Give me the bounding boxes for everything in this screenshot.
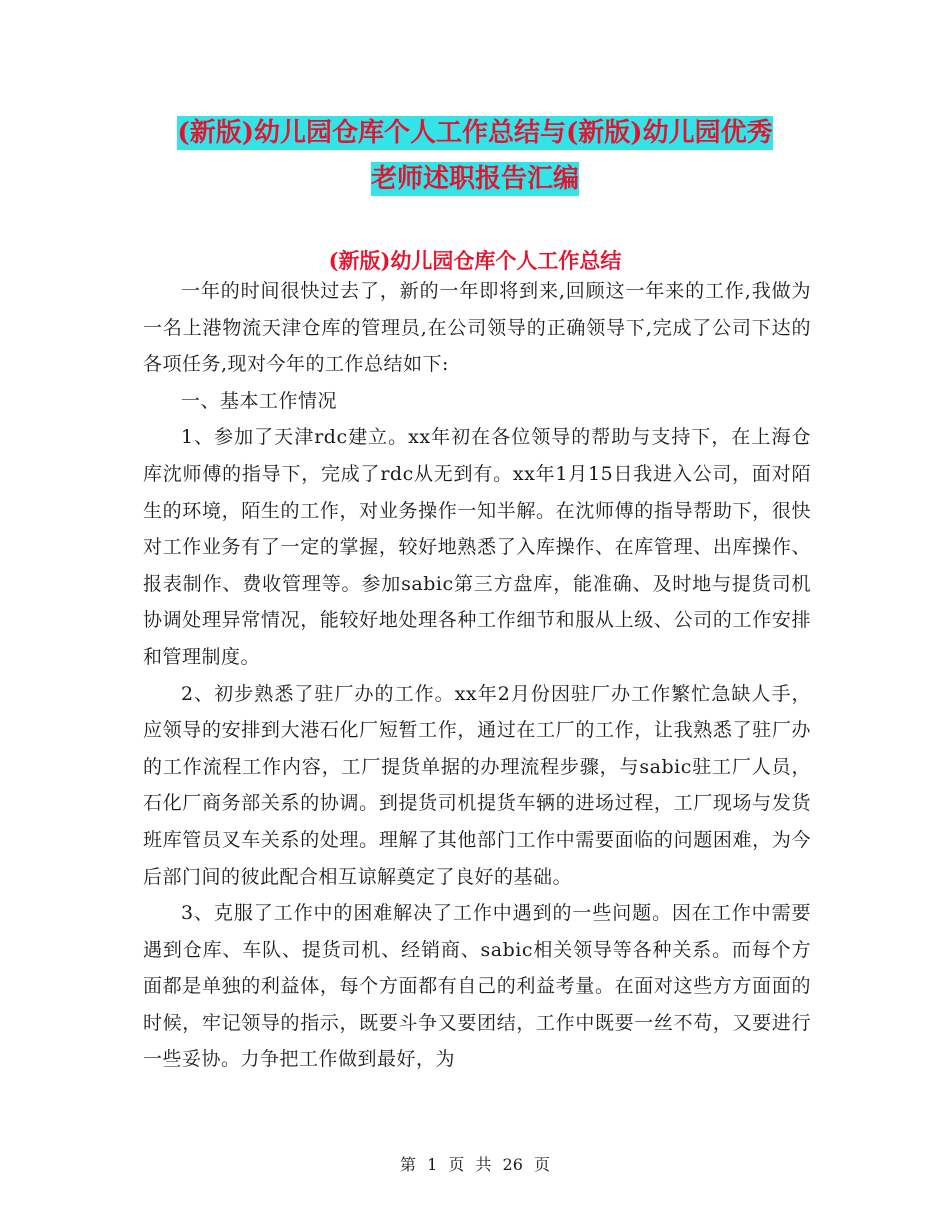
document-title-line-1: (新版)幼儿园仓库个人工作总结与(新版)幼儿园优秀 [177, 118, 773, 148]
paragraph: 2、初步熟悉了驻厂办的工作。xx年2月份因驻厂办工作繁忙急缺人手，应领导的安排到大港石化厂短暂工作，通过在工厂的工作，让我熟悉了驻厂办的工作流程工作内容，工厂提货单据的办理流程步骤，与sabic驻工厂人员，石化厂商务部关系的协调。到提货司机提货车辆的进场过程，工厂现场与发货班库管员叉车关系的处理。理解了其他部门工作中需要面临的问题困难，为今后部门间的彼此配合相互谅解奠定了良好的基础。 [143, 682, 811, 888]
document-title [140, 110, 810, 202]
page-number-footer: 第 1 页 共 26 页 [400, 1155, 550, 1174]
document-title-line-2: 老师述职报告汇编 [370, 164, 579, 194]
paragraph: 3、克服了工作中的困难解决了工作中遇到的一些问题。因在工作中需要遇到仓库、车队、提货司机、经销商、sabic相关领导等各种关系。而每个方面都是单独的利益体，每个方面都有自己的利益考量。在面对这些方方面面的时候，牢记领导的指示，既要斗争又要团结，工作中既要一丝不苟，又要进行一些妥协。力争把工作做到最好，为 [143, 902, 811, 1071]
document-body [143, 273, 811, 1078]
paragraph: 1、参加了天津rdc建立。xx年初在各位领导的帮助与支持下，在上海仓库沈师傅的指导下，完成了rdc从无到有。xx年1月15日我进入公司，面对陌生的环境，陌生的工作，对业务操作一知半解。在沈师傅的指导帮助下，很快对工作业务有了一定的掌握，较好地熟悉了入库操作、在库管理、出库操作、报表制作、费收管理等。参加sabic第三方盘库，能准确、及时地与提货司机协调处理异常情况，能较好地处理各种工作细节和服从上级、公司的工作安排和管理制度。 [143, 426, 811, 668]
section-title: (新版)幼儿园仓库个人工作总结 [328, 248, 622, 273]
paragraph: 一、基本工作情况 [181, 389, 338, 412]
paragraph: 一年的时间很快过去了，新的一年即将到来,回顾这一年来的工作,我做为一名上港物流天津仓库的管理员,在公司领导的正确领导下,完成了公司下达的各项任务,现对今年的工作总结如下: [143, 280, 811, 376]
